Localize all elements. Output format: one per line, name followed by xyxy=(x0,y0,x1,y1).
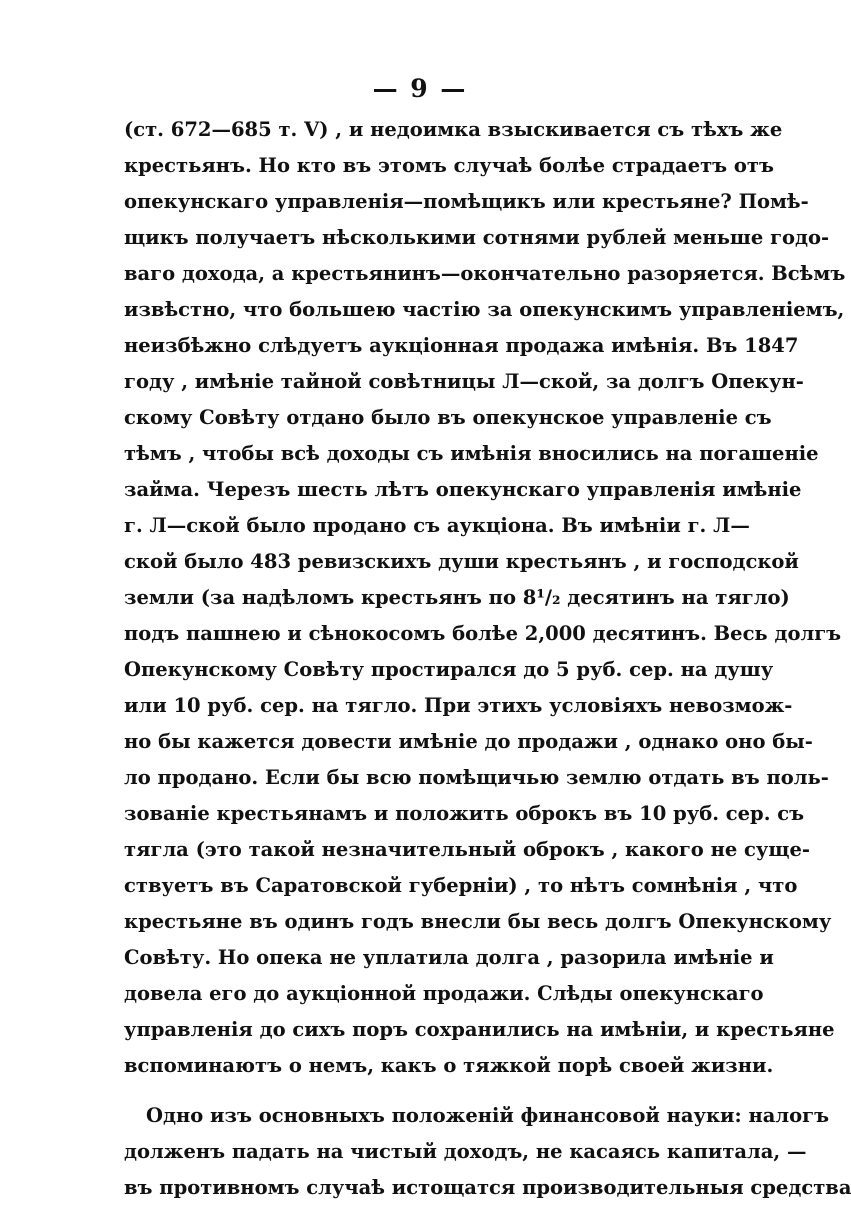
text-line: опекунскаго управленія—помѣщикъ или крестьяне? Помѣ- xyxy=(124,190,809,213)
text-line: вспоминаютъ о немъ, какъ о тяжкой порѣ своей жизни. xyxy=(124,1054,774,1077)
text-line: довела его до аукціонной продажи. Слѣды опекунскаго xyxy=(124,982,764,1005)
text-line: Одно изъ основныхъ положеній финансовой науки: налогъ xyxy=(146,1104,830,1127)
text-line: скому Совѣту отдано было въ опекунское управленіе съ xyxy=(124,406,772,429)
text-line: извѣстно, что большею частію за опекунскимъ управленіемъ, xyxy=(124,298,845,321)
paragraph xyxy=(124,1098,851,1206)
text-line: займа. Черезъ шесть лѣтъ опекунскаго управленія имѣніе xyxy=(124,478,802,501)
text-line: зованіе крестьянамъ и положить оброкъ въ 10 руб. сер. съ xyxy=(124,802,805,825)
text-line: неизбѣжно слѣдуетъ аукціонная продажа имѣнія. Въ 1847 xyxy=(124,334,799,357)
text-line: земли (за надѣломъ крестьянъ по 8¹/₂ десятинъ на тягло) xyxy=(124,586,790,609)
text-line: но бы кажется довести имѣніе до продажи , однако оно бы- xyxy=(124,730,813,753)
text-line: или 10 руб. сер. на тягло. При этихъ условіяхъ невозмож- xyxy=(124,694,793,717)
text-line: г. Л—ской было продано съ аукціона. Въ имѣніи г. Л— xyxy=(124,514,750,537)
text-line: управленія до сихъ поръ сохранились на имѣніи, и крестьяне xyxy=(124,1018,835,1041)
text-line: тягла (это такой незначительный оброкъ , какого не суще- xyxy=(124,838,810,861)
text-line: Опекунскому Совѣту простирался до 5 руб. сер. на душу xyxy=(124,658,774,681)
text-line: въ противномъ случаѣ истощатся производительныя средства xyxy=(124,1176,851,1199)
text-line: году , имѣніе тайной совѣтницы Л—ской, за долгъ Опекун- xyxy=(124,370,804,393)
text-line: щикъ получаетъ нѣсколькими сотнями рублей меньше годо- xyxy=(124,226,830,249)
text-line: долженъ падать на чистый доходъ, не касаясь капитала, — xyxy=(124,1140,807,1163)
text-line: крестьяне въ одинъ годъ внесли бы весь долгъ Опекунскому xyxy=(124,910,832,933)
text-line: подъ пашнею и сѣнокосомъ болѣе 2,000 десятинъ. Весь долгъ xyxy=(124,622,842,645)
text-line: крестьянъ. Но кто въ этомъ случаѣ болѣе страдаетъ отъ xyxy=(124,154,774,177)
text-line: ствуетъ въ Саратовской губерніи) , то нѣтъ сомнѣнія , что xyxy=(124,874,798,897)
text-line: тѣмъ , чтобы всѣ доходы съ имѣнія вносились на погашеніе xyxy=(124,442,819,465)
text-line: ваго дохода, а крестьянинъ—окончательно разоряется. Всѣмъ xyxy=(124,262,846,285)
body-text xyxy=(124,112,851,1206)
page-number: — 9 — xyxy=(372,74,468,103)
text-line: ской было 483 ревизскихъ души крестьянъ , и господской xyxy=(124,550,799,573)
text-line: (ст. 672—685 т. V) , и недоимка взыскивается съ тѣхъ же xyxy=(124,118,783,141)
paragraph-gap xyxy=(124,1084,740,1098)
text-line: ло продано. Если бы всю помѣщичью землю отдать въ поль- xyxy=(124,766,829,789)
paragraph xyxy=(124,112,846,1084)
text-line: Совѣту. Но опека не уплатила долга , разорила имѣніе и xyxy=(124,946,774,969)
